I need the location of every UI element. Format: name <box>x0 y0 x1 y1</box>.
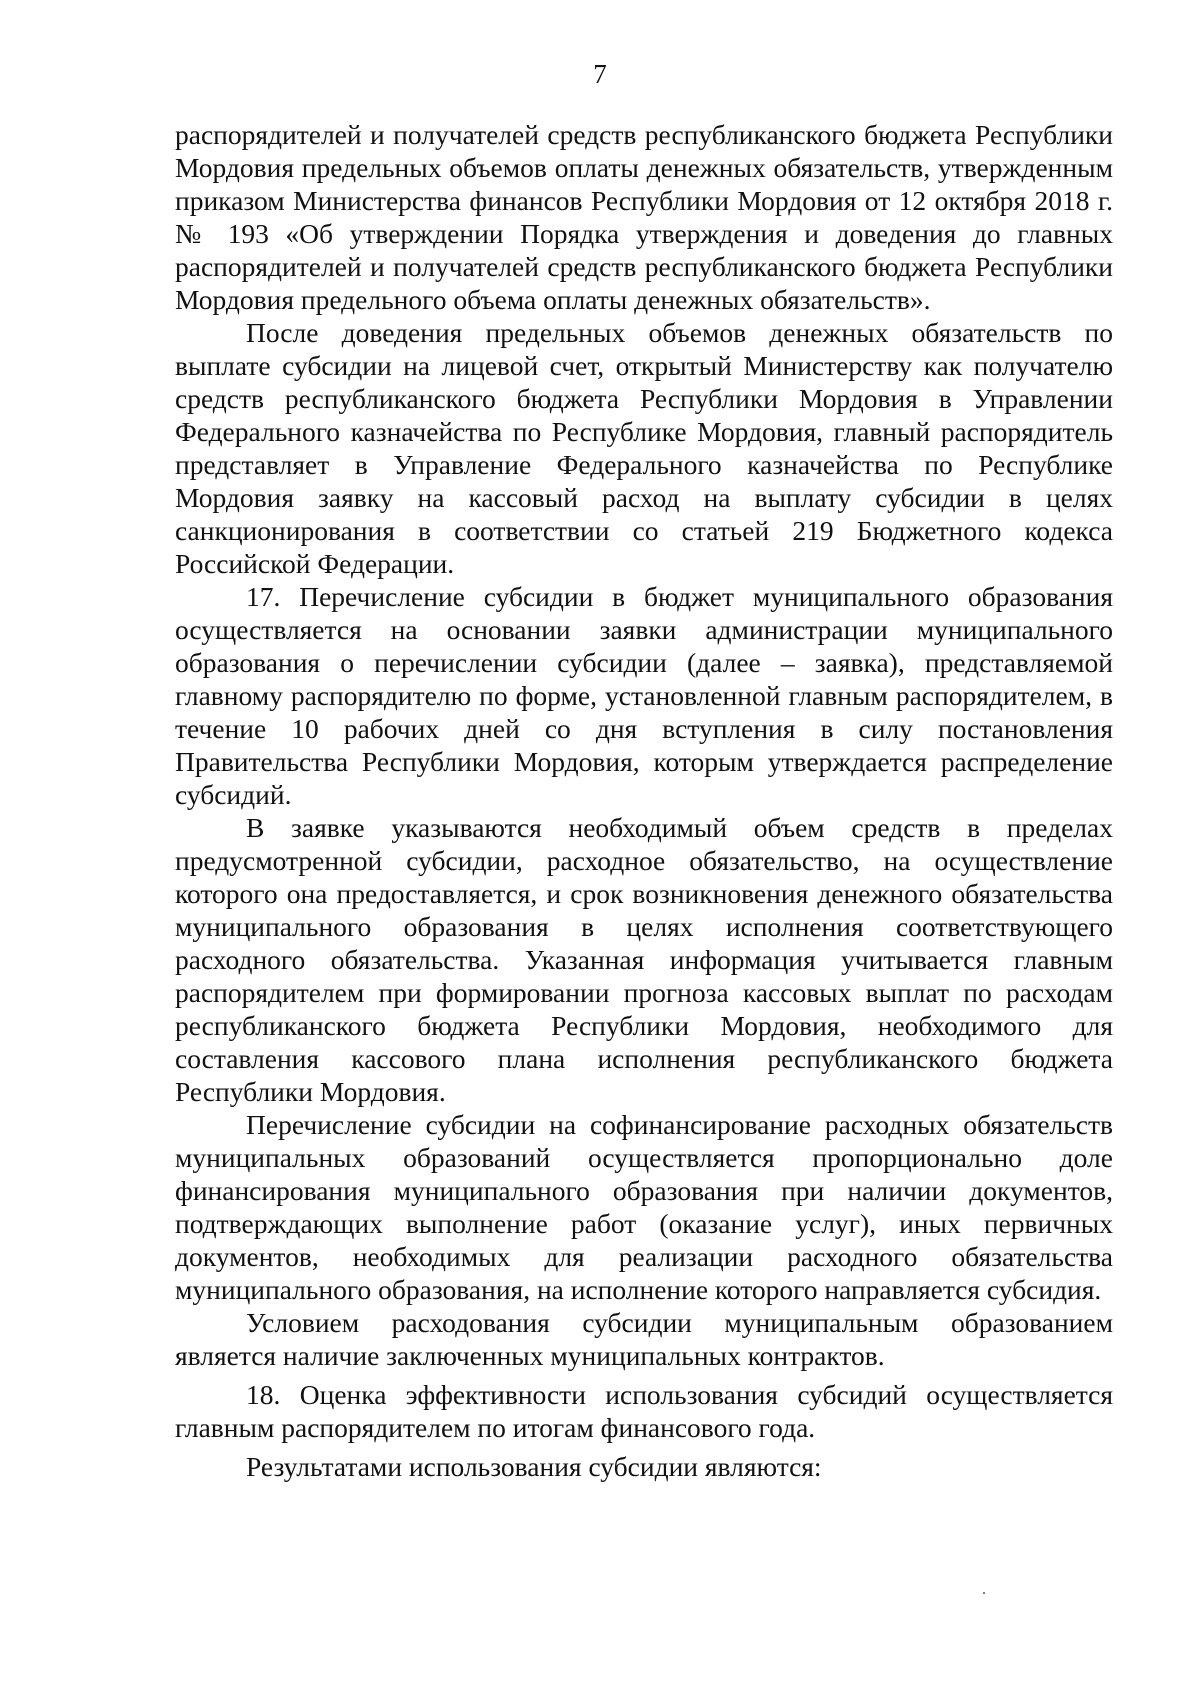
paragraph-limits-delivery: После доведения предельных объемов денежных обязательств по выплате субсидии на лицевой счет, открытый Министерству как получателю средств республиканского бюджета Республики Мордовия в Управлении Федерального казначейства по Республике Мордовия, главный распорядитель представляет в Управление Федерального казначейства по Республике Мордовия заявку на кассовый расход на выплату субсидии в целях санкционирования в соответствии со статьей 219 Бюджетного кодекса Российской Федерации. <box>175 317 1113 579</box>
paragraph-results-intro: Результатами использования субсидии являются: <box>246 1451 822 1482</box>
paragraph-item-18: 18. Оценка эффективности использования субсидий осуществляется главным распорядителем по итогам финансового года. <box>175 1379 1113 1443</box>
paragraph-continuation: распорядителей и получателей средств республиканского бюджета Республики Мордовия предельных объемов оплаты денежных обязательств, утвержденным приказом Министерства финансов Республики Мордовия от 12 октября 2018 г. № 193 «Об утверждении Порядка утверждения и доведения до главных распорядителей и получателей средств республиканского бюджета Республики Мордовия предельного объема оплаты денежных обязательств». <box>175 119 1113 315</box>
scan-speck <box>983 1592 985 1594</box>
paragraph-cofinancing: Перечисление субсидии на софинансирование расходных обязательств муниципальных образований осуществляется пропорционально доле финансирования муниципального образования при наличии документов, подтверждающих выполнение работ (оказание услуг), иных первичных документов, необходимых для реализации расходного обязательства муниципального образования, на исполнение которого направляется субсидия. <box>175 1109 1113 1305</box>
document-body <box>175 118 1113 1483</box>
page-number: 7 <box>593 59 607 89</box>
paragraph-application-details: В заявке указываются необходимый объем средств в пределах предусмотренной субсидии, расходное обязательство, на осуществление которого она предоставляется, и срок возникновения денежного обязательства муниципального образования в целях исполнения соответствующего расходного обязательства. Указанная информация учитывается главным распорядителем при формировании прогноза кассовых выплат по расходам республиканского бюджета Республики Мордовия, необходимого для составления кассового плана исполнения республиканского бюджета Республики Мордовия. <box>175 812 1113 1107</box>
paragraph-spending-condition: Условием расходования субсидии муниципальным образованием является наличие заключенных муниципальных контрактов. <box>175 1307 1113 1371</box>
paragraph-item-17: 17. Перечисление субсидии в бюджет муниципального образования осуществляется на основании заявки администрации муниципального образования о перечислении субсидии (далее – заявка), представляемой главному распорядителю по форме, установленной главным распорядителем, в течение 10 рабочих дней со дня вступления в силу постановления Правительства Республики Мордовия, которым утверждается распределение субсидий. <box>175 581 1113 810</box>
